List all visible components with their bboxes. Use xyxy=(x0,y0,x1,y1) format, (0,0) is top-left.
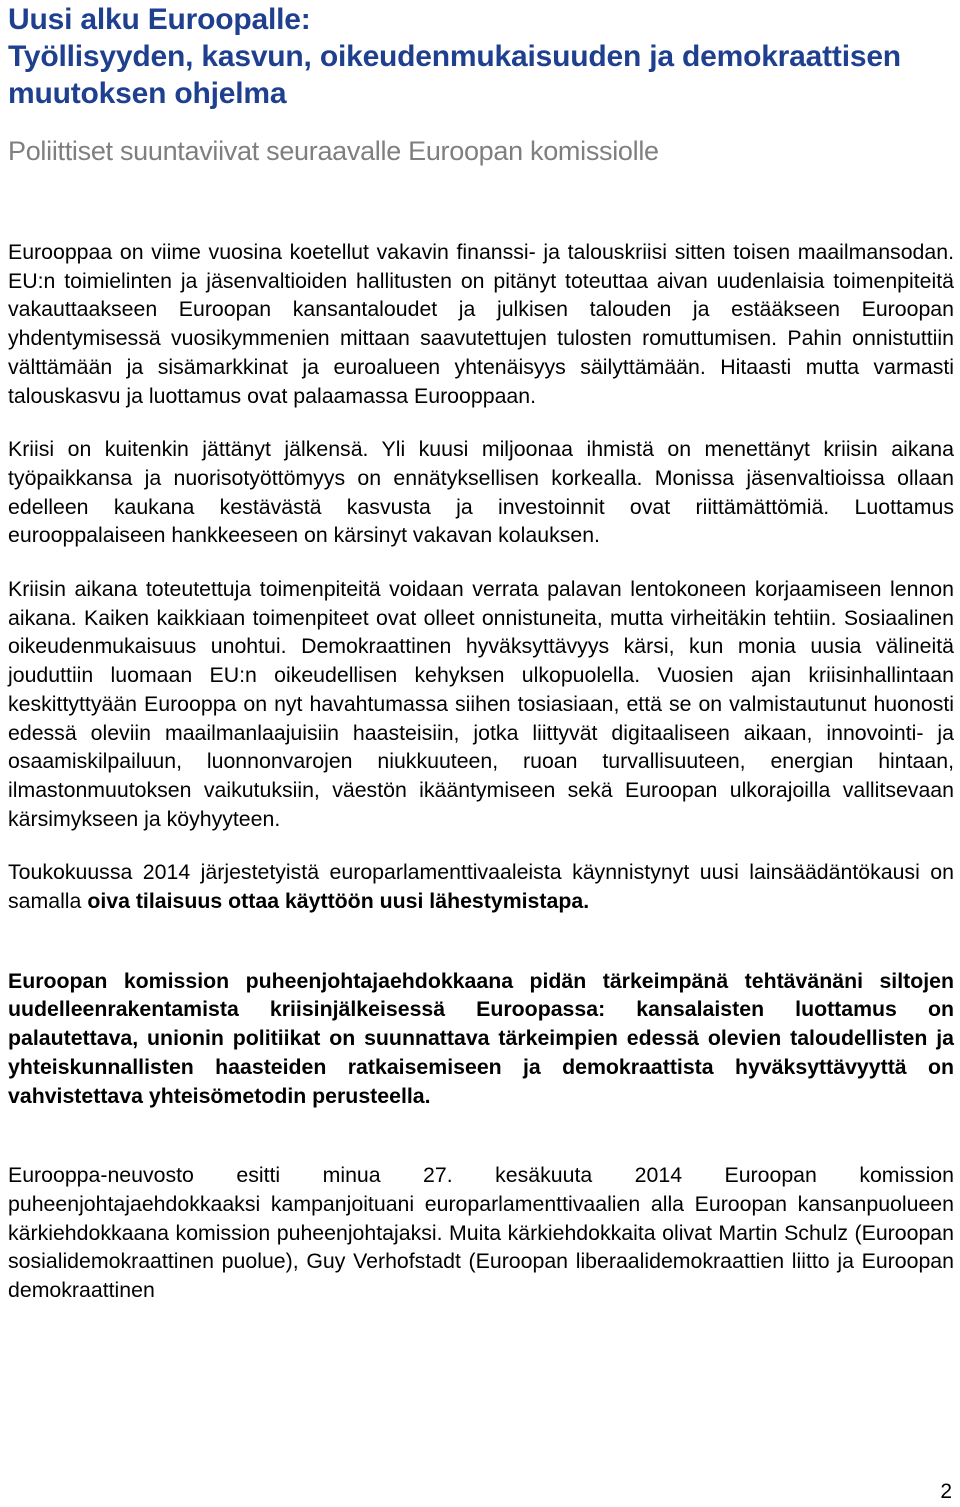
page-number: 2 xyxy=(940,1480,952,1503)
paragraph-4 xyxy=(8,858,954,915)
paragraph-2: Kriisi on kuitenkin jättänyt jälkensä. Yli kuusi miljoonaa ihmistä on menettänyt kriisin aikana työpaikkansa ja nuorisotyöttömyys on ennätyksellisen korkealla. Monissa jäsenvaltioissa ollaan edelleen kaukana kestävästä kasvusta ja investoinnit ovat riittämättömiä. Luottamus eurooppalaiseen hankkeeseen on kärsinyt vakavan kolauksen. xyxy=(8,437,954,548)
document-subtitle: Poliittiset suuntaviivat seuraavalle Euroopan komissiolle xyxy=(8,136,659,166)
paragraph-4-regular-text: Toukokuussa 2014 järjestetyistä europarlamenttivaaleista käynnistynyt uusi lainsäädäntökausi on samalla xyxy=(8,860,954,914)
document-title xyxy=(8,0,954,112)
title-line-2: Työllisyyden, kasvun, oikeudenmukaisuuden ja demokraattisen muutoksen ohjelma xyxy=(8,40,901,110)
title-line-1: Uusi alku Euroopalle: xyxy=(8,3,311,36)
paragraph-6: Eurooppa-neuvosto esitti minua 27. kesäkuuta 2014 Euroopan komission puheenjohtajaehdokkaaksi kampanjoituani europarlamenttivaalien alla Euroopan kansanpuolueen kärkiehdokkaana komission puheenjohtajaksi. Muita kärkiehdokkaita olivat Martin Schulz (Euroopan sosialidemokraattinen puolue), Guy Verhofstadt (Euroopan liberaalidemokraattien liitto ja Euroopan demokraattinen xyxy=(8,1163,954,1303)
paragraph-4-bold-text: oiva tilaisuus ottaa käyttöön uusi lähestymistapa. xyxy=(87,889,590,914)
paragraph-3: Kriisin aikana toteutettuja toimenpiteitä voidaan verrata palavan lentokoneen korjaamiseen lennon aikana. Kaiken kaikkiaan toimenpiteet ovat olleet onnistuneita, mutta virheitäkin tehtiin. Sosiaalinen oikeudenmukaisuus unohtui. Demokraattinen hyväksyttävyys kärsi, kun monia uusia välineitä jouduttiin luomaan EU:n oikeudellisen kehyksen ulkopuolella. Vuosien ajan kriisinhallintaan keskittyttyään Eurooppa on nyt havahtumassa siihen tosiasiaan, että se on valmistautunut huonosti edessä oleviin maailmanlaajuisiin haasteisiin, jotka liittyvät digitaaliseen aikaan, innovointi- ja osaamiskilpailuun, luonnonvarojen niukkuuteen, ruoan turvallisuuteen, energian hintaan, ilmastonmuutoksen vaikutuksiin, väestön ikääntymiseen sekä Euroopan ulkorajoilla vallitsevaan kärsimykseen ja köyhyyteen. xyxy=(8,577,954,831)
paragraph-1: Eurooppaa on viime vuosina koetellut vakavin finanssi- ja talouskriisi sitten toisen maailmansodan. EU:n toimielinten ja jäsenvaltioiden hallitusten on pitänyt toteuttaa aivan uudenlaisia toimenpiteitä vakauttaakseen Euroopan kansantaloudet ja julkisen talouden ja estääkseen Euroopan yhdentymisessä vuosikymmenien mittaan saavutettujen tulosten romuttumisen. Pahin onnistuttiin välttämään ja sisämarkkinat ja euroalueen yhtenäisyys säilyttämään. Hitaasti mutta varmasti talouskasvu ja luottamus ovat palaamassa Eurooppaan. xyxy=(8,240,954,408)
paragraph-5-bold: Euroopan komission puheenjohtajaehdokkaana pidän tärkeimpänä tehtävänäni siltojen uudelleenrakentamista kriisinjälkeisessä Euroopassa: kansalaisten luottamus on palautettava, unionin politiikat on suunnattava tärkeimpien edessä olevien taloudellisten ja yhteiskunnallisten haasteiden ratkaisemiseen ja demokraattista hyväksyttävyyttä on vahvistettava yhteisömetodin perusteella. xyxy=(8,968,954,1108)
document-page xyxy=(8,0,954,1305)
